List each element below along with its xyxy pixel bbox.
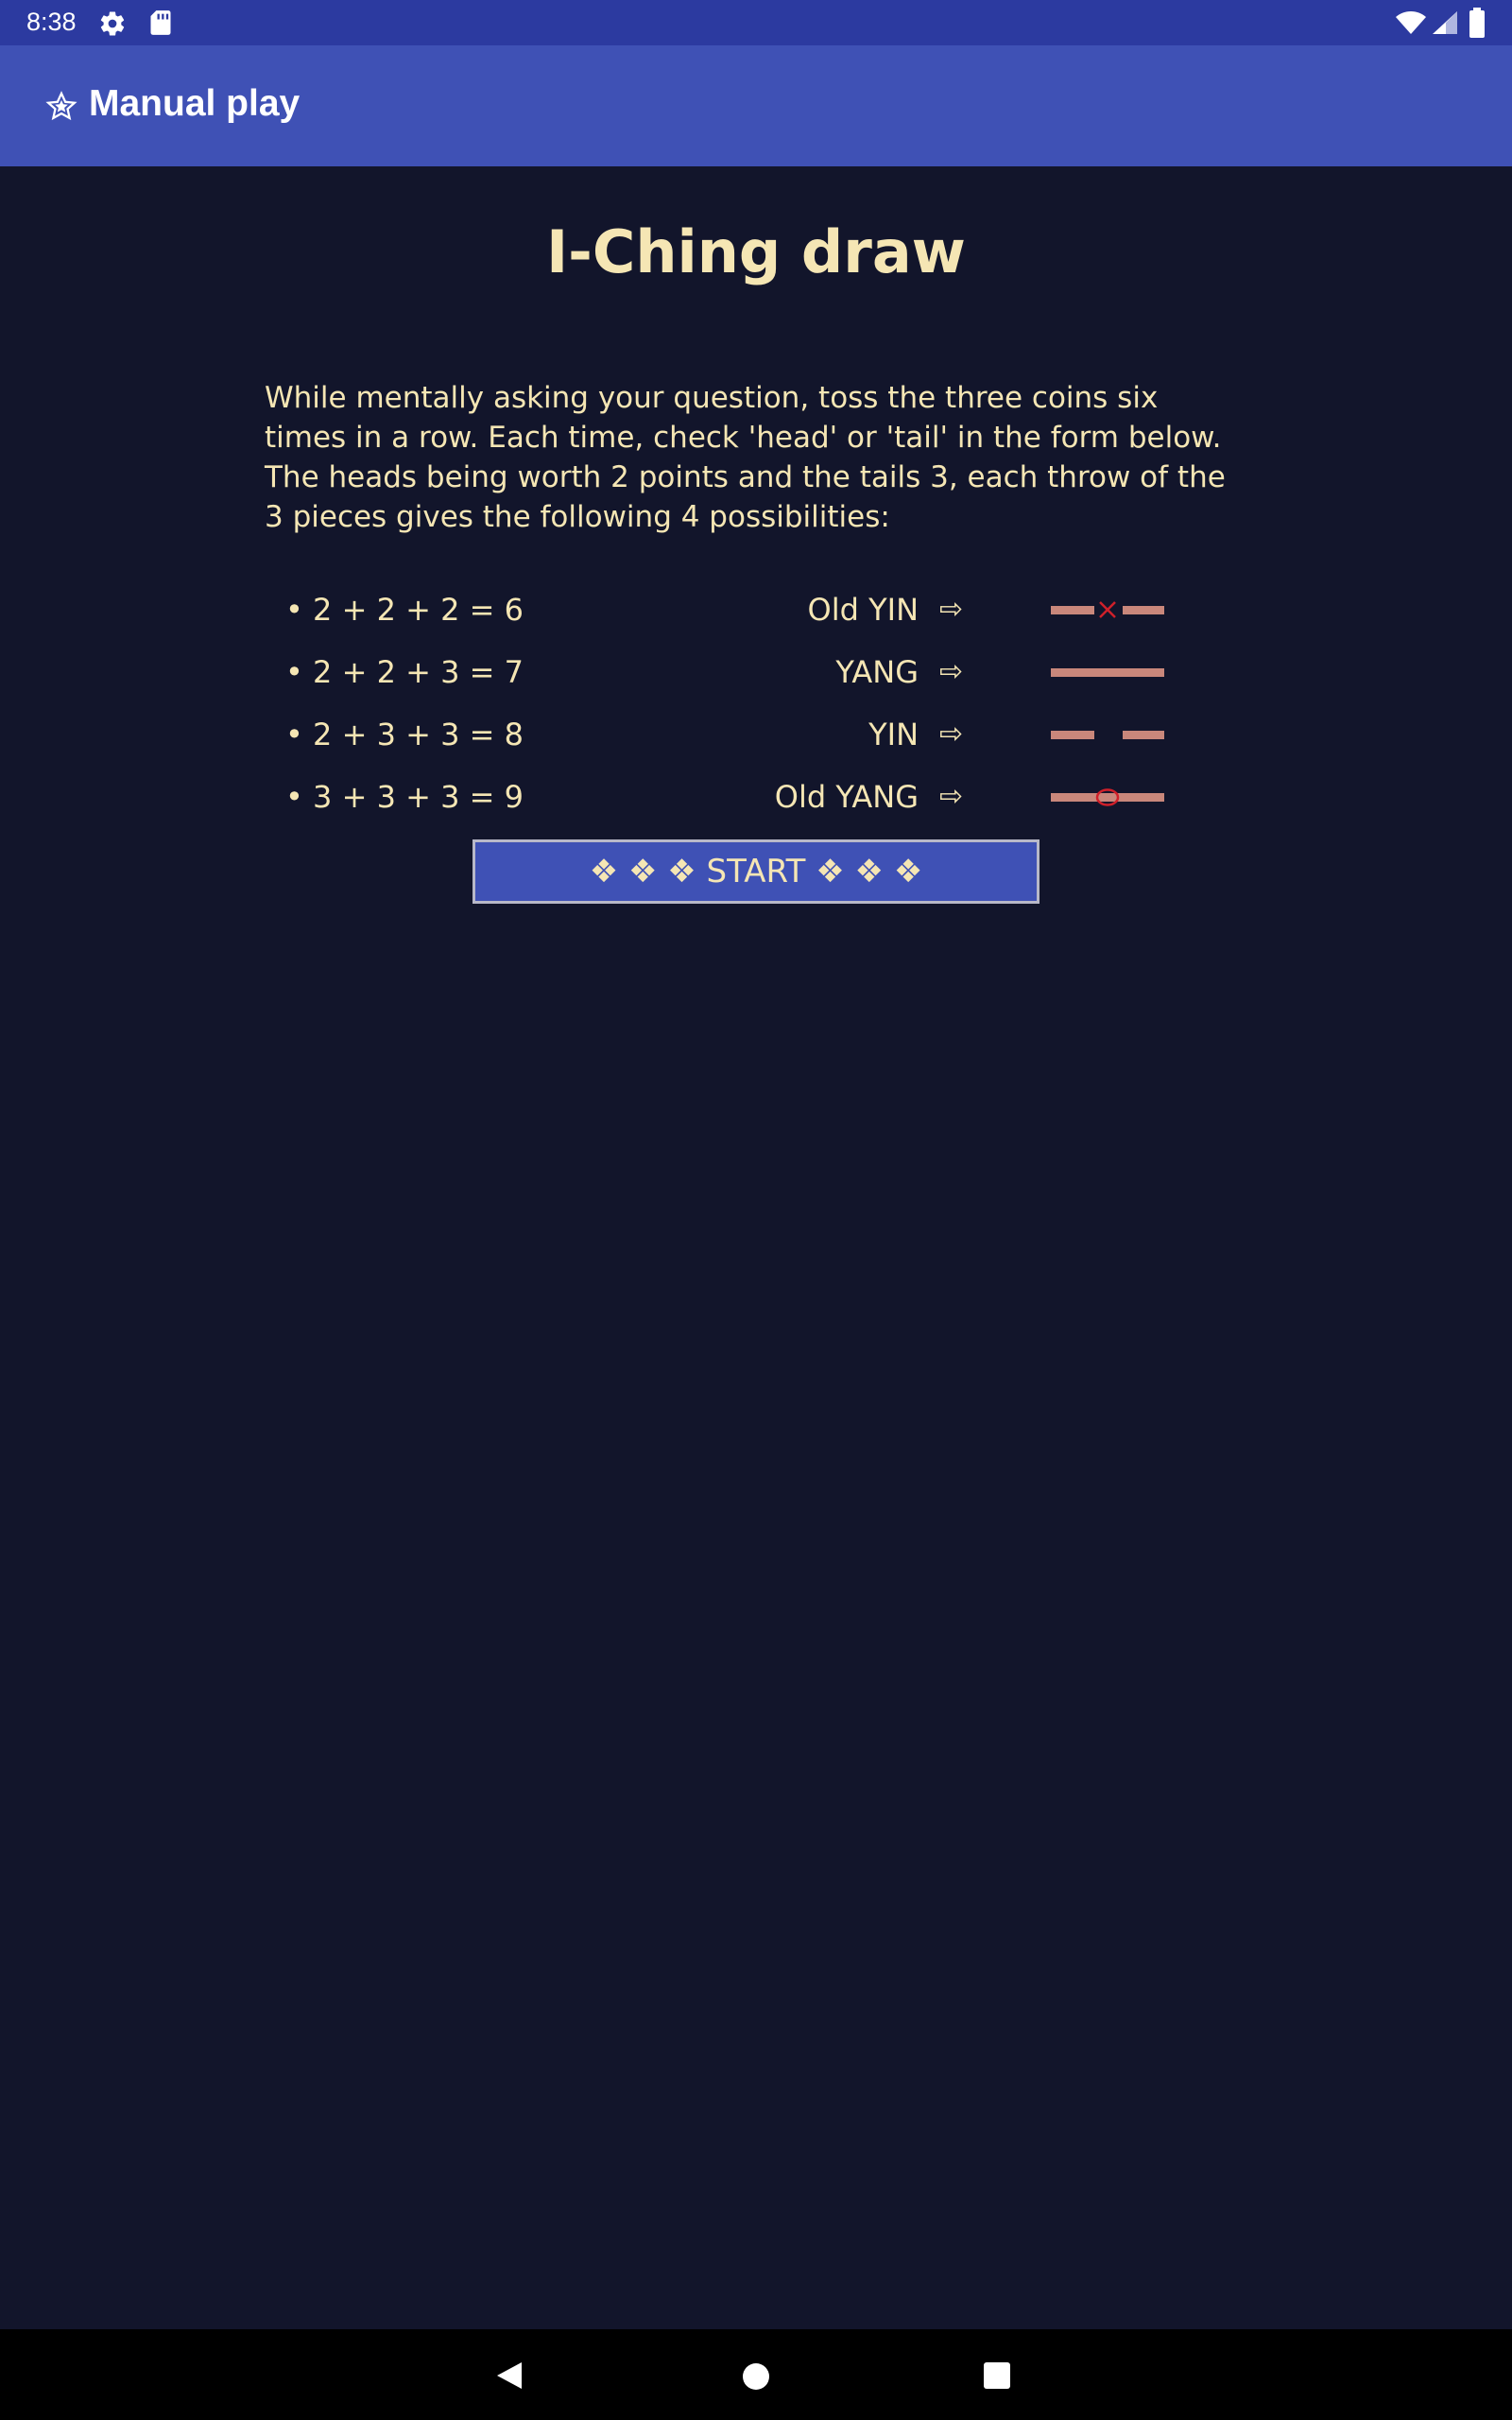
possibility-name: Old YIN [807,592,919,628]
old-yin-line-icon [1049,596,1166,624]
possibility-row [0,648,1512,696]
sd-card-icon [149,9,172,36]
start-button[interactable]: ❖ ❖ ❖ START ❖ ❖ ❖ [472,839,1040,904]
star-icon [45,91,77,123]
wifi-icon [1395,9,1427,36]
status-bar [0,0,1512,45]
arrow-icon: ⇨ [939,655,964,688]
yin-line-icon [1049,720,1166,749]
signal-icon [1431,9,1459,36]
possibility-name: YANG [835,654,919,690]
possibility-formula: • 2 + 2 + 3 = 7 [285,654,524,690]
possibility-name: Old YANG [774,779,919,815]
arrow-icon: ⇨ [939,717,964,751]
yang-line-icon [1049,658,1166,686]
arrow-icon: ⇨ [939,780,964,813]
battery-icon [1469,8,1486,38]
home-icon[interactable] [741,2361,771,2392]
possibility-row [0,773,1512,821]
recents-icon[interactable] [983,2361,1011,2390]
status-time: 8:38 [26,8,77,36]
possibility-row [0,586,1512,633]
possibility-formula: • 3 + 3 + 3 = 9 [285,779,524,815]
navigation-bar [0,2329,1512,2420]
page-title: I-Ching draw [546,217,966,286]
possibility-name: YIN [868,717,919,752]
old-yang-line-icon [1049,783,1166,811]
arrow-icon: ⇨ [939,593,964,626]
back-icon[interactable] [493,2360,525,2392]
gear-icon [98,9,127,38]
possibility-formula: • 2 + 2 + 2 = 6 [285,592,524,628]
intro-text: While mentally asking your question, toss the three coins six times in a row. Each time, check 'head' or 'tail' in the form below. The heads being worth 2 points and the tails 3, each throw of the 3 pieces gives the following 4 possibilities: [265,381,1226,534]
possibility-formula: • 2 + 3 + 3 = 8 [285,717,524,752]
possibility-row [0,711,1512,758]
app-title: Manual play [89,83,301,124]
